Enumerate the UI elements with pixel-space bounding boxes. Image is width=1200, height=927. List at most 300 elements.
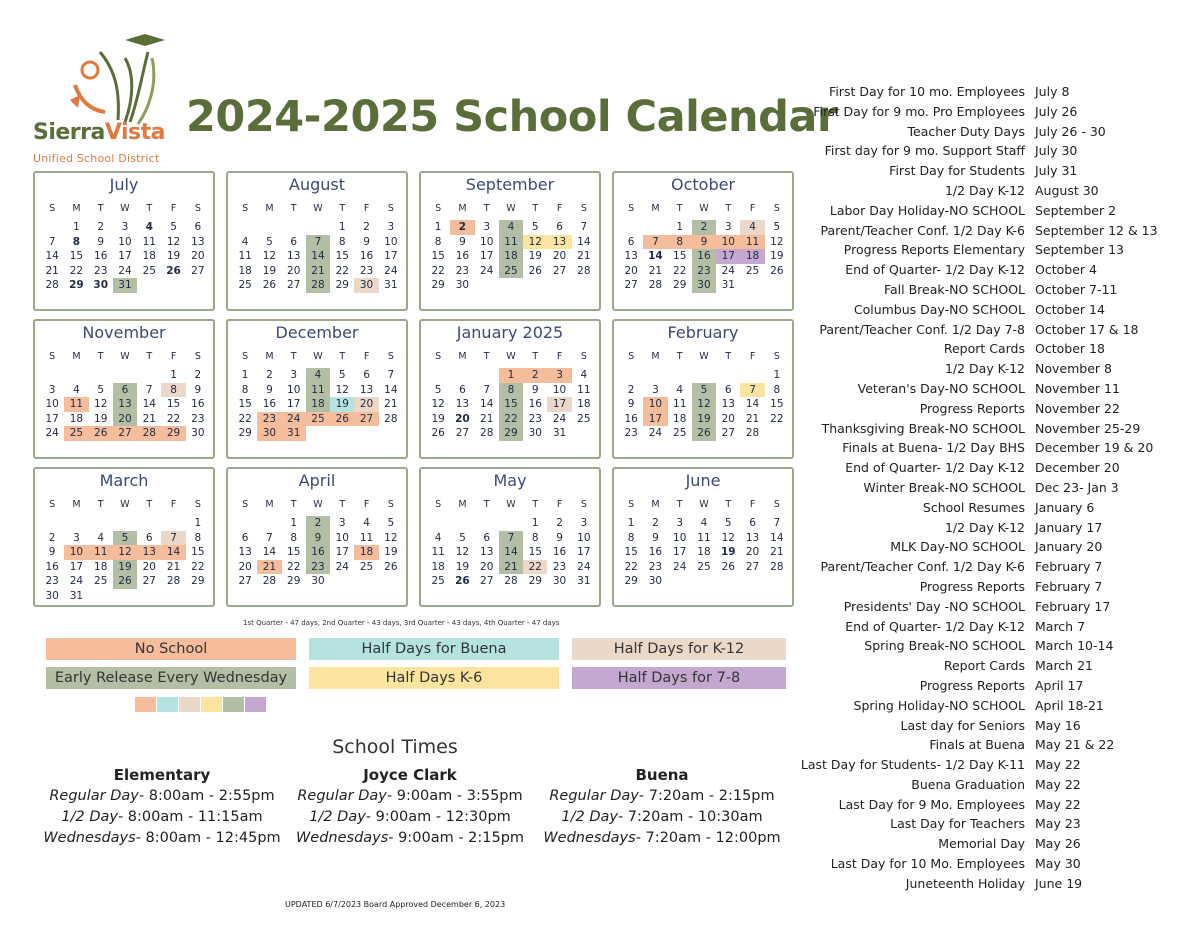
day-cell: 8	[434, 235, 442, 248]
week-row	[619, 412, 789, 427]
day-cell: 27	[142, 575, 156, 587]
weekday-label: W	[313, 203, 323, 214]
day-cell: 12	[431, 398, 445, 410]
day-cell: 21	[257, 560, 281, 575]
times-heading: Buena	[635, 766, 689, 784]
event-date: May 23	[1035, 816, 1081, 832]
day-cell: 7	[266, 531, 273, 544]
day-cell: 25	[673, 427, 687, 439]
month-name: November	[82, 323, 166, 342]
day-cell: 15	[673, 250, 687, 262]
day-cell: 19	[692, 412, 716, 427]
day-cell: 30	[257, 426, 281, 441]
day-cell: 14	[499, 545, 523, 560]
weekday-label: F	[556, 499, 563, 510]
day-cell: 16	[191, 398, 205, 410]
day-cell: 17	[643, 412, 667, 427]
event-name: Labor Day Holiday-NO SCHOOL	[829, 202, 1025, 218]
day-cell: 2	[97, 221, 105, 233]
week-row	[426, 278, 596, 293]
day-cell: 23	[94, 264, 108, 277]
day-cell: 12	[455, 546, 470, 558]
event-name: End of Quarter- 1/2 Day K-12	[845, 618, 1025, 634]
event-name: First day for 9 mo. Support Staff	[824, 143, 1025, 159]
day-cell: 8	[627, 531, 635, 544]
day-cell: 23	[455, 264, 470, 277]
event-date: October 7-11	[1035, 281, 1118, 297]
event-name: 1/2 Day K-12	[944, 182, 1025, 198]
day-cell: 8	[499, 383, 523, 398]
day-cell: 11	[740, 235, 764, 250]
empty-day	[450, 516, 474, 531]
weekday-label: M	[651, 203, 660, 214]
day-cell: 18	[238, 264, 252, 277]
day-cell: 26	[113, 574, 137, 589]
day-cell: 5	[338, 369, 346, 381]
week-row	[426, 368, 596, 383]
day-cell: 21	[166, 560, 181, 573]
day-cell: 28	[648, 279, 663, 291]
day-cell: 15	[238, 398, 252, 410]
day-cell: 9	[306, 531, 330, 546]
day-cell: 29	[287, 575, 301, 587]
week-row	[426, 560, 596, 575]
day-cell: 30	[93, 279, 109, 291]
event-row	[790, 599, 1190, 619]
week-row	[40, 278, 210, 293]
day-cell: 17	[673, 546, 687, 558]
weekday-label: T	[676, 351, 683, 362]
times-joyce-clark: Joyce Clark Regular Day- 9:00am - 3:55pm 1/2 Day- 9:00am - 12:30pm Wednesdays- 9:00am - 2:15pm	[285, 766, 535, 850]
weekday-label: T	[146, 351, 153, 362]
day-cell: 16	[306, 545, 330, 560]
day-cell: 14	[142, 398, 156, 410]
day-cell: 12	[770, 235, 784, 248]
day-cell: 1	[194, 517, 202, 529]
day-cell: 11	[673, 398, 687, 410]
day-cell: 7	[145, 383, 153, 396]
day-cell: 26	[330, 412, 354, 427]
week-row	[426, 412, 596, 427]
day-cell: 8	[290, 531, 298, 544]
day-cell: 26	[89, 426, 113, 441]
day-cell: 16	[455, 250, 470, 262]
event-name: Columbus Day-NO SCHOOL	[853, 301, 1025, 317]
day-cell: 26	[166, 264, 181, 277]
event-date: November 11	[1035, 380, 1120, 396]
times-heading: Elementary	[113, 766, 211, 784]
updated-note: UPDATED 6/7/2023 Board Approved December 6, 2023	[285, 900, 506, 909]
empty-day	[282, 220, 306, 235]
day-cell: 31	[721, 279, 735, 291]
day-cell: 2	[48, 531, 56, 544]
empty-day	[330, 426, 354, 441]
day-cell: 12	[692, 397, 716, 412]
day-cell: 28	[166, 575, 181, 587]
week-row	[233, 264, 403, 279]
empty-day	[186, 589, 210, 604]
month-name: February	[667, 323, 739, 342]
day-cell: 20	[142, 560, 156, 573]
day-cell: 15	[431, 250, 445, 262]
event-name: Thanksgiving Break-NO SCHOOL	[821, 420, 1025, 436]
event-row	[790, 480, 1190, 500]
week-row	[619, 278, 789, 293]
week-row	[426, 531, 596, 546]
day-cell: 20	[745, 546, 760, 558]
day-cell: 7	[161, 531, 185, 546]
event-name: First Day for Students	[889, 163, 1025, 179]
day-cell: 22	[770, 412, 784, 425]
day-cell: 13	[137, 545, 161, 560]
event-date: May 21 & 22	[1035, 737, 1115, 753]
day-cell: 28	[770, 560, 784, 573]
day-cell: 19	[166, 250, 181, 262]
empty-day	[40, 516, 64, 531]
empty-day	[113, 589, 137, 604]
day-cell: 4	[740, 220, 764, 235]
empty-day	[572, 426, 596, 441]
day-cell: 14	[745, 398, 760, 410]
empty-day	[740, 368, 764, 383]
day-cell: 18	[740, 249, 764, 264]
empty-day	[64, 368, 88, 383]
day-cell: 15	[191, 546, 205, 558]
event-row	[790, 579, 1190, 599]
event-date: October 14	[1035, 301, 1105, 317]
event-date: July 30	[1035, 143, 1078, 159]
day-cell: 23	[306, 560, 330, 575]
month-name: September	[465, 175, 555, 194]
event-name: Progress Reports	[919, 400, 1025, 416]
day-cell: 29	[528, 575, 542, 587]
event-date: December 20	[1035, 460, 1120, 476]
day-cell: 20	[191, 250, 205, 262]
day-cell: 28	[577, 264, 591, 277]
event-row	[790, 421, 1190, 441]
weekday-header	[40, 203, 210, 214]
day-cell: 21	[745, 412, 760, 425]
empty-day	[668, 368, 692, 383]
event-row	[790, 183, 1190, 203]
event-date: Dec 23- Jan 3	[1035, 479, 1119, 495]
weekday-label: T	[290, 351, 297, 362]
day-cell: 17	[577, 546, 591, 558]
empty-day	[233, 516, 257, 531]
weekday-label: S	[387, 499, 394, 510]
event-row	[790, 836, 1190, 856]
week-row	[233, 383, 403, 398]
event-row	[790, 698, 1190, 718]
week-row	[40, 545, 210, 560]
day-cell: 26	[262, 279, 277, 291]
weekday-header	[233, 499, 403, 510]
day-cell: 23	[528, 412, 542, 425]
day-cell: 14	[306, 249, 330, 264]
month-october	[612, 171, 794, 311]
weekday-label: S	[580, 203, 587, 214]
day-cell: 22	[523, 560, 547, 575]
empty-day	[137, 589, 161, 604]
day-cell: 20	[624, 264, 638, 277]
event-date: November 8	[1035, 361, 1112, 377]
weekday-label: W	[120, 203, 130, 214]
empty-day	[426, 516, 450, 531]
week-row	[619, 220, 789, 235]
day-cell: 14	[262, 546, 277, 558]
week-row	[40, 264, 210, 279]
week-row	[233, 531, 403, 546]
month-december	[226, 319, 408, 459]
event-row	[790, 203, 1190, 223]
day-cell: 9	[266, 383, 273, 396]
day-cell: 11	[577, 383, 591, 396]
day-cell: 4	[499, 220, 523, 235]
weekday-label: S	[49, 351, 56, 362]
day-cell: 13	[455, 398, 470, 410]
week-row	[233, 235, 403, 250]
day-cell: 7	[773, 517, 781, 529]
week-row	[233, 560, 403, 575]
day-cell: 15	[499, 397, 523, 412]
event-date: November 22	[1035, 400, 1120, 416]
day-cell: 8	[241, 383, 249, 396]
weekday-label: M	[458, 499, 467, 510]
month-november	[33, 319, 215, 459]
week-row	[619, 397, 789, 412]
day-cell: 6	[194, 221, 202, 233]
weekday-label: M	[265, 351, 274, 362]
event-name: Memorial Day	[938, 836, 1025, 852]
weekday-label: F	[363, 203, 370, 214]
event-date: February 7	[1035, 559, 1103, 575]
weekday-header	[619, 203, 789, 214]
color-swatch	[201, 697, 222, 712]
day-cell: 14	[770, 531, 784, 544]
day-cell: 23	[648, 560, 663, 573]
day-cell: 2	[556, 517, 563, 529]
day-cell: 19	[720, 546, 736, 558]
event-date: May 16	[1035, 717, 1081, 733]
weekday-label: T	[532, 203, 539, 214]
weekday-label: F	[749, 203, 756, 214]
day-cell: 8	[531, 531, 539, 544]
event-date: October 4	[1035, 262, 1097, 278]
weekday-label: M	[72, 203, 81, 214]
day-cell: 27	[624, 279, 638, 291]
weekday-label: T	[676, 499, 683, 510]
weekday-label: T	[483, 351, 490, 362]
day-cell: 9	[556, 531, 563, 544]
day-cell: 1	[434, 221, 442, 233]
week-row	[233, 397, 403, 412]
day-cell: 7	[643, 235, 667, 250]
day-cell: 28	[262, 575, 277, 587]
month-september	[419, 171, 601, 311]
week-row	[619, 249, 789, 264]
day-cell: 23	[624, 427, 638, 439]
day-cell: 8	[194, 531, 202, 544]
weekday-label: S	[49, 499, 56, 510]
empty-day	[643, 220, 667, 235]
week-row	[40, 574, 210, 589]
day-cell: 20	[113, 412, 137, 427]
week-row	[619, 426, 789, 441]
day-cell: 3	[290, 369, 298, 381]
empty-day	[740, 278, 764, 293]
event-row	[790, 539, 1190, 559]
event-date: February 7	[1035, 578, 1103, 594]
day-cell: 30	[648, 575, 663, 587]
day-cell: 6	[627, 235, 635, 248]
month-name: June	[685, 471, 721, 490]
weekday-label: T	[532, 351, 539, 362]
month-name: April	[298, 471, 336, 490]
day-cell: 31	[113, 278, 137, 293]
event-name: End of Quarter- 1/2 Day K-12	[845, 460, 1025, 476]
day-cell: 27	[191, 264, 205, 277]
weekday-header	[426, 351, 596, 362]
day-cell: 4	[363, 517, 370, 529]
day-cell: 24	[118, 264, 132, 277]
event-name: Buena Graduation	[911, 776, 1025, 792]
empty-day	[765, 574, 789, 589]
event-row	[790, 282, 1190, 302]
day-cell: 18	[431, 560, 445, 573]
month-january-2025	[419, 319, 601, 459]
empty-day	[40, 220, 64, 235]
day-cell: 15	[69, 250, 84, 262]
week-row	[426, 264, 596, 279]
day-cell: 11	[64, 397, 88, 412]
day-cell: 6	[145, 531, 153, 544]
day-cell: 31	[282, 426, 306, 441]
week-row	[40, 426, 210, 441]
event-name: Report Cards	[943, 658, 1025, 674]
week-row	[619, 560, 789, 575]
day-cell: 12	[384, 531, 398, 544]
day-cell: 25	[577, 412, 591, 425]
empty-day	[40, 368, 64, 383]
weekday-label: S	[49, 203, 56, 214]
day-cell: 17	[287, 398, 301, 410]
day-cell: 12	[721, 531, 735, 544]
weekday-label: F	[556, 203, 563, 214]
day-cell: 17	[716, 249, 740, 264]
weekday-label: W	[313, 351, 323, 362]
day-cell: 10	[643, 397, 667, 412]
event-date: July 8	[1035, 84, 1070, 99]
day-cell: 14	[648, 250, 663, 262]
weekday-label: S	[628, 351, 635, 362]
day-cell: 5	[170, 221, 177, 233]
empty-day	[64, 516, 88, 531]
day-cell: 29	[673, 279, 687, 291]
event-date: May 30	[1035, 856, 1081, 872]
day-cell: 1	[241, 369, 249, 381]
month-february	[612, 319, 794, 459]
day-cell: 4	[700, 517, 708, 529]
event-row	[790, 678, 1190, 698]
month-july	[33, 171, 215, 311]
day-cell: 20	[455, 412, 470, 425]
event-row	[790, 757, 1190, 777]
day-cell: 7	[740, 383, 764, 398]
weekday-header	[233, 203, 403, 214]
weekday-label: S	[628, 203, 635, 214]
event-date: January 6	[1035, 499, 1095, 515]
month-june	[612, 467, 794, 607]
day-cell: 3	[483, 221, 491, 233]
day-cell: 7	[48, 235, 56, 248]
day-cell: 23	[359, 264, 374, 277]
day-cell: 25	[142, 264, 156, 277]
important-dates-list	[790, 84, 1190, 896]
weekday-label: T	[676, 203, 683, 214]
week-row	[619, 235, 789, 250]
day-cell: 8	[338, 235, 346, 248]
event-date: July 26 - 30	[1035, 123, 1106, 139]
month-august	[226, 171, 408, 311]
week-row	[619, 368, 789, 383]
empty-day	[643, 368, 667, 383]
week-row	[233, 516, 403, 531]
day-cell: 20	[480, 560, 494, 573]
day-cell: 18	[354, 545, 378, 560]
day-cell: 16	[648, 546, 663, 558]
week-row	[426, 220, 596, 235]
day-cell: 1	[773, 369, 781, 381]
event-row	[790, 876, 1190, 896]
day-cell: 30	[692, 278, 716, 293]
event-date: January 17	[1035, 519, 1103, 535]
times-elementary: Elementary Regular Day- 8:00am - 2:55pm 1/2 Day- 8:00am - 11:15am Wednesdays- 8:00am - 12:45pm	[37, 766, 287, 850]
day-cell: 22	[69, 264, 84, 277]
weekday-label: F	[363, 499, 370, 510]
day-cell: 24	[282, 412, 306, 427]
event-row	[790, 856, 1190, 876]
day-cell: 10	[480, 235, 494, 248]
day-cell: 25	[94, 575, 108, 587]
empty-day	[668, 574, 692, 589]
empty-day	[450, 368, 474, 383]
day-cell: 28	[504, 575, 518, 587]
day-cell: 13	[547, 235, 571, 250]
day-cell: 30	[528, 427, 542, 439]
day-cell: 5	[531, 221, 539, 233]
day-cell: 17	[384, 250, 398, 262]
weekday-label: W	[313, 499, 323, 510]
day-cell: 6	[363, 369, 370, 381]
weekday-label: F	[363, 351, 370, 362]
day-cell: 17	[69, 560, 84, 573]
day-cell: 17	[118, 250, 132, 262]
empty-day	[137, 278, 161, 293]
week-row	[426, 397, 596, 412]
day-cell: 24	[384, 264, 398, 277]
empty-day	[89, 368, 113, 383]
day-cell: 16	[624, 412, 638, 425]
empty-day	[716, 368, 740, 383]
weekday-label: T	[97, 499, 104, 510]
event-row	[790, 777, 1190, 797]
weekday-label: S	[387, 203, 394, 214]
day-cell: 2	[450, 220, 474, 235]
day-cell: 1	[290, 517, 298, 529]
event-row	[790, 440, 1190, 460]
empty-day	[740, 574, 764, 589]
day-cell: 3	[48, 383, 56, 396]
